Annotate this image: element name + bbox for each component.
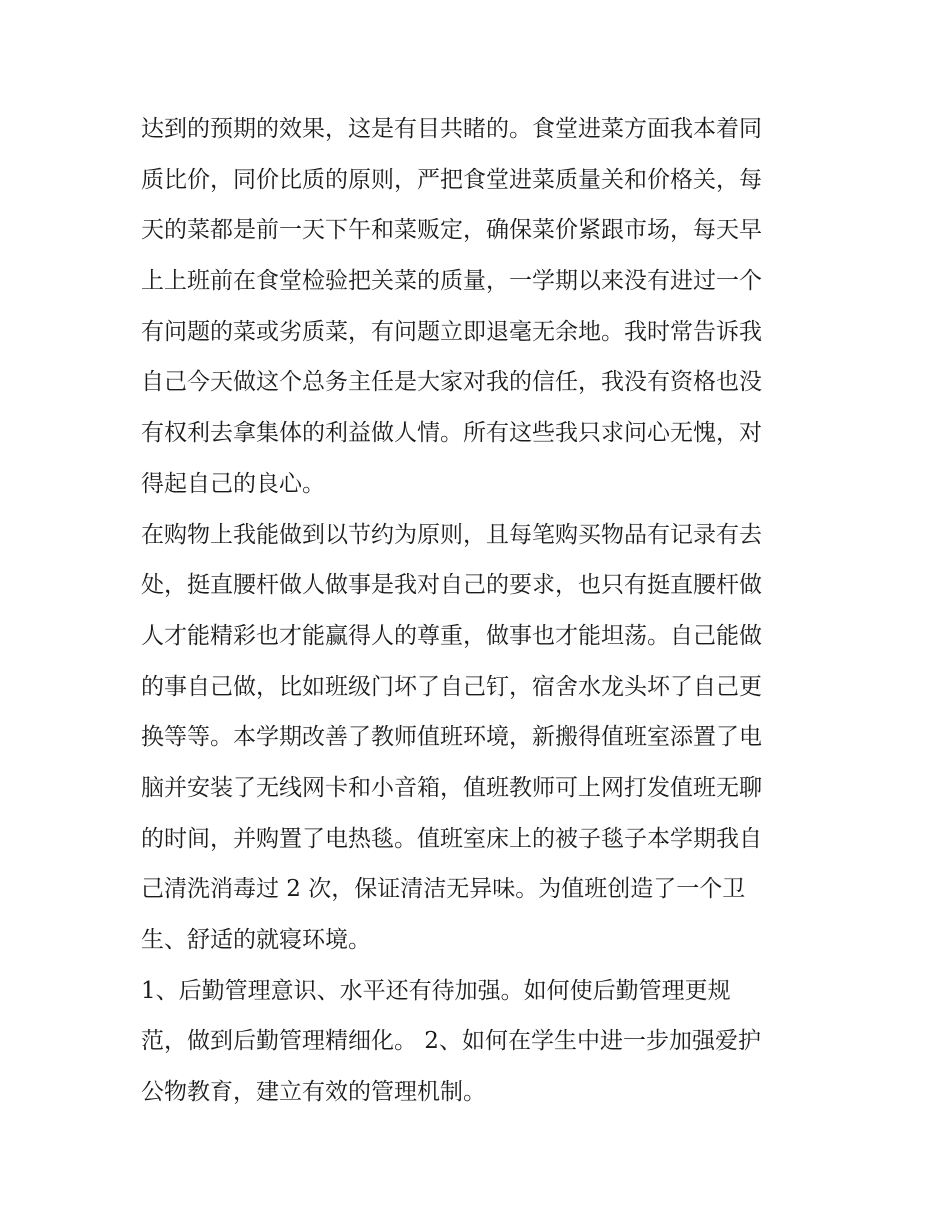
text-line: 范，做到后勤管理精细化。 2、如何在学生中进一步加强爱护 — [141, 1028, 761, 1055]
text-line: 己清洗消毒过 2 次，保证清洁无异味。为值班创造了一个卫 — [141, 876, 746, 903]
text-line: 质比价，同价比质的原则，严把食堂进菜质量关和价格关，每 — [141, 166, 762, 193]
text-line: 的时间，并购置了电热毯。值班室床上的被子毯子本学期我自 — [141, 825, 762, 852]
text-line: 上上班前在食堂检验把关菜的质量，一学期以来没有进过一个 — [141, 268, 762, 295]
text-line: 生、舒适的就寝环境。 — [141, 927, 371, 953]
text-line: 公物教育，建立有效的管理机制。 — [141, 1079, 486, 1106]
text-line: 天的菜都是前一天下午和菜贩定，确保菜价紧跟市场，每天早 — [141, 217, 762, 244]
text-line: 处，挺直腰杆做人做事是我对自己的要求，也只有挺直腰杆做 — [141, 572, 762, 599]
text-line: 1、后勤管理意识、水平还有待加强。如何使后勤管理更规 — [141, 977, 731, 1004]
text-line: 达到的预期的效果，这是有目共睹的。食堂进菜方面我本着同 — [141, 116, 762, 142]
text-line: 自己今天做这个总务主任是大家对我的信任，我没有资格也没 — [141, 369, 762, 396]
text-line: 脑并安装了无线网卡和小音箱，值班教师可上网打发值班无聊 — [141, 774, 762, 801]
text-line: 得起自己的良心。 — [141, 470, 325, 497]
text-line: 在购物上我能做到以节约为原则，且每笔购买物品有记录有去 — [141, 521, 762, 548]
text-line: 人才能精彩也才能赢得人的尊重，做事也才能坦荡。自己能做 — [141, 622, 762, 649]
body-text — [141, 104, 821, 1118]
text-line: 有问题的菜或劣质菜，有问题立即退毫无余地。我时常告诉我 — [141, 318, 762, 345]
text-line: 的事自己做，比如班级门坏了自己钉，宿舍水龙头坏了自己更 — [141, 673, 762, 700]
text-line: 换等等。本学期改善了教师值班环境，新搬得值班室添置了电 — [141, 724, 762, 751]
text-line: 有权利去拿集体的利益做人情。所有这些我只求问心无愧，对 — [141, 420, 762, 447]
